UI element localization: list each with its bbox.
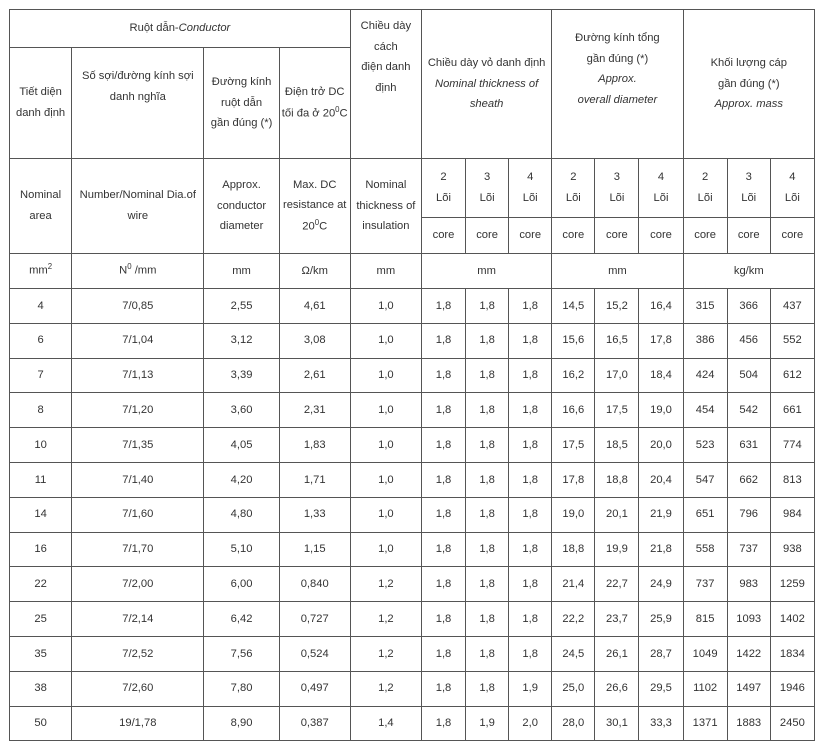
table-cell: 16 (10, 532, 72, 567)
table-cell: 1,0 (350, 532, 421, 567)
table-cell: 1,8 (421, 462, 465, 497)
table-cell: 7/1,20 (72, 393, 204, 428)
table-cell: 10 (10, 428, 72, 463)
core-label-cell: core (509, 218, 552, 254)
table-cell: 1,8 (421, 602, 465, 637)
table-cell: 737 (727, 532, 770, 567)
table-cell: 1,8 (509, 358, 552, 393)
table-cell: 1,9 (466, 706, 509, 741)
table-row (10, 393, 815, 428)
table-cell: 1,8 (509, 393, 552, 428)
table-cell: 386 (683, 323, 727, 358)
core-count-cell: 4 Lõi (770, 159, 814, 218)
unit-overall-diameter: mm (552, 254, 683, 289)
table-row (10, 602, 815, 637)
core-count-cell: 3 Lõi (595, 159, 639, 218)
table-cell: 523 (683, 428, 727, 463)
table-cell: 21,9 (639, 497, 683, 532)
table-cell: 1,8 (421, 358, 465, 393)
table-cell: 1,2 (350, 671, 421, 706)
table-row (10, 428, 815, 463)
table-cell: 26,6 (595, 671, 639, 706)
table-cell: 3,39 (204, 358, 279, 393)
table-cell: 4,61 (279, 289, 350, 324)
unit-resistance: Ω/km (279, 254, 350, 289)
area-header-vi: Tiết diện danh định (10, 48, 72, 159)
table-cell: 19/1,78 (72, 706, 204, 741)
unit-insulation: mm (350, 254, 421, 289)
table-cell: 16,6 (552, 393, 595, 428)
core-label-cell: core (639, 218, 683, 254)
table-cell: 28,0 (552, 706, 595, 741)
table-cell: 542 (727, 393, 770, 428)
table-cell: 7/0,85 (72, 289, 204, 324)
table-row (10, 706, 815, 741)
table-cell: 504 (727, 358, 770, 393)
cable-spec-table (9, 9, 815, 741)
sheath-header: Chiều dày vỏ danh định Nominal thickness of sheath (421, 10, 551, 159)
table-cell: 737 (683, 567, 727, 602)
table-cell: 23,7 (595, 602, 639, 637)
core-count-cell: 2 Lõi (683, 159, 727, 218)
table-cell: 1,8 (466, 289, 509, 324)
conductor-diameter-header-en: Approx. conductor diameter (204, 159, 279, 254)
table-cell: 20,1 (595, 497, 639, 532)
table-cell: 1,8 (509, 497, 552, 532)
table-cell: 1,8 (466, 428, 509, 463)
table-cell: 1,8 (421, 497, 465, 532)
table-cell: 16,5 (595, 323, 639, 358)
table-cell: 315 (683, 289, 727, 324)
table-cell: 1,8 (466, 323, 509, 358)
table-cell: 631 (727, 428, 770, 463)
table-cell: 1,8 (509, 636, 552, 671)
table-cell: 1,8 (421, 532, 465, 567)
table-cell: 7 (10, 358, 72, 393)
table-cell: 662 (727, 462, 770, 497)
table-row (10, 462, 815, 497)
table-row (10, 358, 815, 393)
table-cell: 813 (770, 462, 814, 497)
table-cell: 1,8 (509, 462, 552, 497)
table-cell: 17,0 (595, 358, 639, 393)
table-cell: 7/1,40 (72, 462, 204, 497)
table-cell: 1,8 (421, 393, 465, 428)
table-cell: 1,8 (466, 671, 509, 706)
table-cell: 4,20 (204, 462, 279, 497)
table-cell: 1102 (683, 671, 727, 706)
resistance-header-en: Max. DC resistance at $20^0C$ (279, 159, 350, 254)
table-cell: 7/1,70 (72, 532, 204, 567)
table-cell: 938 (770, 532, 814, 567)
table-cell: 21,8 (639, 532, 683, 567)
table-cell: 1,9 (509, 671, 552, 706)
table-cell: 815 (683, 602, 727, 637)
table-cell: 33,3 (639, 706, 683, 741)
table-cell: 7,56 (204, 636, 279, 671)
table-cell: 1,8 (421, 428, 465, 463)
insulation-header-en: Nominal thickness of insulation (350, 159, 421, 254)
table-row (10, 636, 815, 671)
table-cell: 6,42 (204, 602, 279, 637)
table-cell: 4,05 (204, 428, 279, 463)
unit-conductor-diameter: mm (204, 254, 279, 289)
core-label-cell: core (552, 218, 595, 254)
table-cell: 1,8 (466, 462, 509, 497)
table-cell: 50 (10, 706, 72, 741)
table-cell: 2450 (770, 706, 814, 741)
table-cell: 1,8 (466, 358, 509, 393)
table-cell: 437 (770, 289, 814, 324)
table-cell: 5,10 (204, 532, 279, 567)
table-cell: 0,524 (279, 636, 350, 671)
table-cell: 1,8 (421, 289, 465, 324)
table-cell: 22,2 (552, 602, 595, 637)
table-cell: 456 (727, 323, 770, 358)
table-cell: 1,8 (509, 567, 552, 602)
table-cell: 7/1,60 (72, 497, 204, 532)
table-cell: 0,387 (279, 706, 350, 741)
table-cell: 2,0 (509, 706, 552, 741)
table-row (10, 532, 815, 567)
mass-header: Khối lượng cáp gần đúng (*) Approx. mass (683, 10, 814, 159)
table-cell: 26,1 (595, 636, 639, 671)
table-cell: 1,2 (350, 567, 421, 602)
table-cell: 0,727 (279, 602, 350, 637)
table-cell: 35 (10, 636, 72, 671)
table-cell: 18,8 (595, 462, 639, 497)
table-cell: 15,6 (552, 323, 595, 358)
table-cell: 16,4 (639, 289, 683, 324)
table-cell: 1093 (727, 602, 770, 637)
insulation-header-vi: Chiều dày cách điện danh định (350, 10, 421, 159)
core-count-cell: 4 Lõi (639, 159, 683, 218)
unit-mass: kg/km (683, 254, 814, 289)
table-cell: 22 (10, 567, 72, 602)
table-cell: 1422 (727, 636, 770, 671)
resistance-header-vi: Điện trở DC tối đa ở $20^0C$ (279, 48, 350, 159)
table-cell: 11 (10, 462, 72, 497)
table-cell: 7/2,52 (72, 636, 204, 671)
table-cell: 8,90 (204, 706, 279, 741)
table-cell: 18,4 (639, 358, 683, 393)
core-label-cell: core (421, 218, 465, 254)
table-cell: 2,55 (204, 289, 279, 324)
table-cell: 1,8 (509, 289, 552, 324)
table-cell: 1,71 (279, 462, 350, 497)
table-cell: 984 (770, 497, 814, 532)
table-cell: 1,0 (350, 462, 421, 497)
table-cell: 3,08 (279, 323, 350, 358)
table-cell: 25 (10, 602, 72, 637)
table-cell: 651 (683, 497, 727, 532)
unit-area: $mm^2$ (10, 254, 72, 289)
table-cell: 30,1 (595, 706, 639, 741)
unit-sheath: mm (421, 254, 551, 289)
table-cell: 1,0 (350, 358, 421, 393)
table-cell: 1,8 (421, 323, 465, 358)
table-cell: 19,0 (552, 497, 595, 532)
table-cell: 612 (770, 358, 814, 393)
table-cell: 1,2 (350, 602, 421, 637)
table-cell: 983 (727, 567, 770, 602)
table-row (10, 323, 815, 358)
table-cell: 8 (10, 393, 72, 428)
core-count-cell: 3 Lõi (727, 159, 770, 218)
table-cell: 7/2,00 (72, 567, 204, 602)
table-cell: 1,8 (466, 602, 509, 637)
table-cell: 1497 (727, 671, 770, 706)
core-label-cell: core (466, 218, 509, 254)
table-cell: 7/1,13 (72, 358, 204, 393)
table-cell: 20,4 (639, 462, 683, 497)
table-cell: 14 (10, 497, 72, 532)
area-header-en: Nominal area (10, 159, 72, 254)
table-cell: 17,5 (552, 428, 595, 463)
table-cell: 7,80 (204, 671, 279, 706)
table-row (10, 567, 815, 602)
conductor-diameter-header-vi: Đường kính ruột dẫn gần đúng (*) (204, 48, 279, 159)
table-cell: 1,8 (421, 636, 465, 671)
wire-header-en: Number/Nominal Dia.of wire (72, 159, 204, 254)
core-label-cell: core (770, 218, 814, 254)
table-cell: 4 (10, 289, 72, 324)
table-cell: 796 (727, 497, 770, 532)
overall-diameter-header: Đường kính tổng gần đúng (*) Approx. overall diameter (552, 10, 683, 159)
table-cell: 21,4 (552, 567, 595, 602)
table-cell: 1259 (770, 567, 814, 602)
table-cell: 1,8 (466, 532, 509, 567)
table-cell: 38 (10, 671, 72, 706)
conductor-group-header: Ruột dẫn-Conductor (10, 10, 351, 48)
table-cell: 547 (683, 462, 727, 497)
core-label-cell: core (727, 218, 770, 254)
table-cell: 1,8 (466, 567, 509, 602)
table-cell: 18,8 (552, 532, 595, 567)
table-cell: 1,8 (509, 532, 552, 567)
table-cell: 6 (10, 323, 72, 358)
wire-header-vi: Số sợi/đường kính sợi danh nghĩa (72, 48, 204, 159)
table-cell: 1883 (727, 706, 770, 741)
table-cell: 1,33 (279, 497, 350, 532)
table-cell: 25,9 (639, 602, 683, 637)
table-cell: 774 (770, 428, 814, 463)
table-cell: 1,8 (466, 497, 509, 532)
data-rows (10, 289, 815, 741)
table-cell: 1,0 (350, 393, 421, 428)
table-cell: 19,0 (639, 393, 683, 428)
table-cell: 1,15 (279, 532, 350, 567)
unit-wire: $N^0$ /mm (72, 254, 204, 289)
table-cell: 16,2 (552, 358, 595, 393)
table-cell: 1,8 (509, 602, 552, 637)
table-cell: 24,5 (552, 636, 595, 671)
core-label-cell: core (595, 218, 639, 254)
table-row (10, 671, 815, 706)
table-cell: 1,83 (279, 428, 350, 463)
table-cell: 1,8 (421, 567, 465, 602)
table-cell: 7/2,60 (72, 671, 204, 706)
table-cell: 0,497 (279, 671, 350, 706)
table-cell: 1,2 (350, 636, 421, 671)
table-cell: 29,5 (639, 671, 683, 706)
table-cell: 1371 (683, 706, 727, 741)
table-cell: 7/1,35 (72, 428, 204, 463)
table-cell: 17,8 (552, 462, 595, 497)
core-count-cell: 2 Lõi (421, 159, 465, 218)
core-count-cell: 4 Lõi (509, 159, 552, 218)
table-cell: 7/2,14 (72, 602, 204, 637)
table-cell: 24,9 (639, 567, 683, 602)
table-cell: 22,7 (595, 567, 639, 602)
table-cell: 25,0 (552, 671, 595, 706)
core-count-cell: 2 Lõi (552, 159, 595, 218)
table-cell: 552 (770, 323, 814, 358)
table-cell: 3,12 (204, 323, 279, 358)
table-cell: 17,5 (595, 393, 639, 428)
table-cell: 1,8 (466, 636, 509, 671)
table-cell: 15,2 (595, 289, 639, 324)
table-cell: 1049 (683, 636, 727, 671)
table-cell: 558 (683, 532, 727, 567)
table-cell: 1,0 (350, 497, 421, 532)
table-cell: 28,7 (639, 636, 683, 671)
table-cell: 1,8 (421, 706, 465, 741)
table-cell: 1,8 (466, 393, 509, 428)
table-cell: 20,0 (639, 428, 683, 463)
core-count-cell: 3 Lõi (466, 159, 509, 218)
table-cell: 18,5 (595, 428, 639, 463)
table-cell: 17,8 (639, 323, 683, 358)
table-cell: 3,60 (204, 393, 279, 428)
table-cell: 4,80 (204, 497, 279, 532)
table-cell: 1,8 (509, 323, 552, 358)
table-cell: 1,0 (350, 323, 421, 358)
table-cell: 454 (683, 393, 727, 428)
table-cell: 366 (727, 289, 770, 324)
table-cell: 2,61 (279, 358, 350, 393)
table-cell: 6,00 (204, 567, 279, 602)
table-cell: 0,840 (279, 567, 350, 602)
table-cell: 1,0 (350, 289, 421, 324)
table-cell: 1,4 (350, 706, 421, 741)
table-row (10, 497, 815, 532)
table-cell: 1,8 (509, 428, 552, 463)
table-cell: 424 (683, 358, 727, 393)
core-label-cell: core (683, 218, 727, 254)
table-cell: 661 (770, 393, 814, 428)
table-cell: 19,9 (595, 532, 639, 567)
table-cell: 1946 (770, 671, 814, 706)
table-cell: 1834 (770, 636, 814, 671)
table-cell: 7/1,04 (72, 323, 204, 358)
table-row (10, 289, 815, 324)
table-cell: 1402 (770, 602, 814, 637)
table-cell: 14,5 (552, 289, 595, 324)
table-cell: 1,8 (421, 671, 465, 706)
table-cell: 1,0 (350, 428, 421, 463)
table-cell: 2,31 (279, 393, 350, 428)
